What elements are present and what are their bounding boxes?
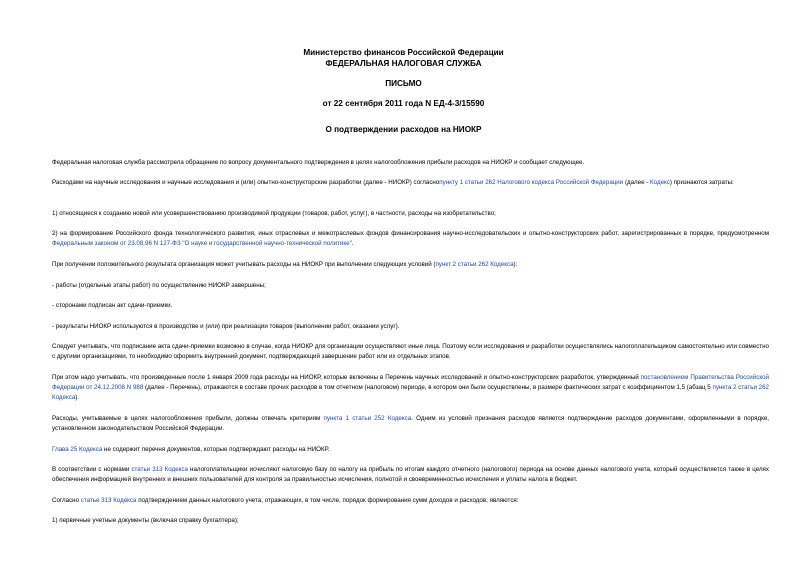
paragraph-5 [52,260,769,270]
paragraph-12 [52,445,769,455]
text: не содержит перечня документов, которые подтверждают расходы на НИОКР. [102,446,330,453]
link-federal-law-127[interactable]: Федеральным законом от 23.08.96 N 127-ФЗ "О науке и государственной научно-технической политике" [52,240,352,247]
paragraph-7: - сторонами подписан акт сдачи-приемки. [52,302,173,309]
paragraph-9: Следует учитывать, что подписание акта сдачи-приемки возможно в случае, когда НИОКР для организации осуществляют иные лица. Поэтому если исследования и разработки осуществлялись налогоплательщиком самостоятельно или совместно с другими организациями, то необходимо оформить внутренний документ, подтверждающий завершение работ или их отдельных этапов. [52,343,769,360]
link-code[interactable]: Кодекс [650,179,670,186]
paragraph-4 [52,229,769,249]
paragraph-11 [52,414,769,434]
link-article-262-p2-b[interactable]: пункта 2 статьи 262 Кодекса [52,384,769,401]
text: Расходы, учитываемые в целях налогообложения прибыли, должны отвечать критериям [52,415,324,422]
link-article-252-p1[interactable]: пункта 1 статьи 252 Кодекса [323,415,412,422]
text: (далее - [623,179,651,186]
text: подтверждением данных налогового учета, отражающих, в том числе, порядок формирования сумм доходов и расходов, являются: [136,497,519,504]
text: При этом надо учитывать, что произведенные после 1 января 2009 года расходы на НИОКР, которые включены в Перечень научных исследований и опытно-конструкторских разработок, утвержденный [52,374,641,381]
paragraph-2 [52,178,769,188]
text: ). [75,394,80,401]
ministry-title: Министерство финансов Российской Федерации [303,48,504,57]
text: . [351,240,354,247]
text: ): [513,261,518,268]
link-government-decree-988[interactable]: постановлением Правительства Российской Федерации от 24.12.2008 N 988 [52,374,769,391]
paragraph-3: 1) относящиеся к созданию новой или усовершенствованию производимой продукции (товаров, работ, услуг), в частности, расходы на изобретательство; [52,210,496,217]
text: (далее - Перечень), отражаются в составе прочих расходов в том отчетном (налоговом) периоде, в котором они были осуществлены, в размере фактических затрат с коэффициентом 1,5 (абзац 5 [143,384,713,391]
text: . Одним из условий признания расходов является подтверждение расходов документами, оформленными в порядке, установленном законодательством Российской Федерации. [52,415,770,432]
paragraph-8: - результаты НИОКР используются в производстве и (или) при реализации товаров (выполнении работ, оказании услуг). [52,323,400,330]
text: При получении положительного результата организация может учитывать расходы на НИОКР при выполнении следующих условий ( [52,261,436,268]
text: Согласно [52,497,81,504]
paragraph-10 [52,373,769,403]
link-chapter-25[interactable]: Глава 25 Кодекса [52,446,103,453]
text: В соответствии с нормами [52,466,132,473]
link-article-262-p2[interactable]: пункт 2 статьи 262 Кодекса [435,261,514,268]
text: 2) на формирование Российского фонда технологического развития, иных отраслевых и межотраслевых фондов финансирования научно-исследовательских и опытно-конструкторских работ, зарегистрированных в порядке, предусмотренном [52,230,769,237]
service-title: ФЕДЕРАЛЬНАЯ НАЛОГОВАЯ СЛУЖБА [325,59,482,68]
document-date-number: от 22 сентября 2011 года N ЕД-4-3/15590 [322,99,485,108]
document-subject: О подтверждении расходов на НИОКР [325,125,482,134]
link-article-262-p1[interactable]: пункту 1 статьи 262 Налогового кодекса Российской Федерации [439,179,624,186]
paragraph-14 [52,496,769,506]
text: ) признаются затраты: [669,179,734,186]
document-type: ПИСЬМО [385,79,422,88]
text: налогоплательщики исчисляют налоговую базу по налогу на прибыль по итогам каждого отчетного (налогового) периода на основе данных налогового учета, который осуществляется также в целях обеспечения информацией внутренних и внешних пользователей для контроля за правильностью исчисления, полнотой и своевременностью исчисления и уплаты налога в бюджет. [52,466,769,483]
paragraph-15: 1) первичные учетные документы (включая справку бухгалтера); [52,517,239,524]
link-article-313[interactable]: статьи 313 Кодекса [131,466,188,473]
text: Расходами на научные исследования и научные исследования и (или) опытно-конструкторские разработки (далее - НИОКР) согласно [52,179,440,186]
link-article-313-b[interactable]: статье 313 Кодекса [80,497,137,504]
paragraph-6: - работы (отдельные этапы работ) по осуществлению НИОКР завершены; [52,282,266,289]
paragraph-1: Федеральная налоговая служба рассмотрела обращение по вопросу документального подтверждения в целях налогообложения прибыли расходов на НИОКР и сообщает следующее. [52,159,585,166]
paragraph-13 [52,465,769,485]
